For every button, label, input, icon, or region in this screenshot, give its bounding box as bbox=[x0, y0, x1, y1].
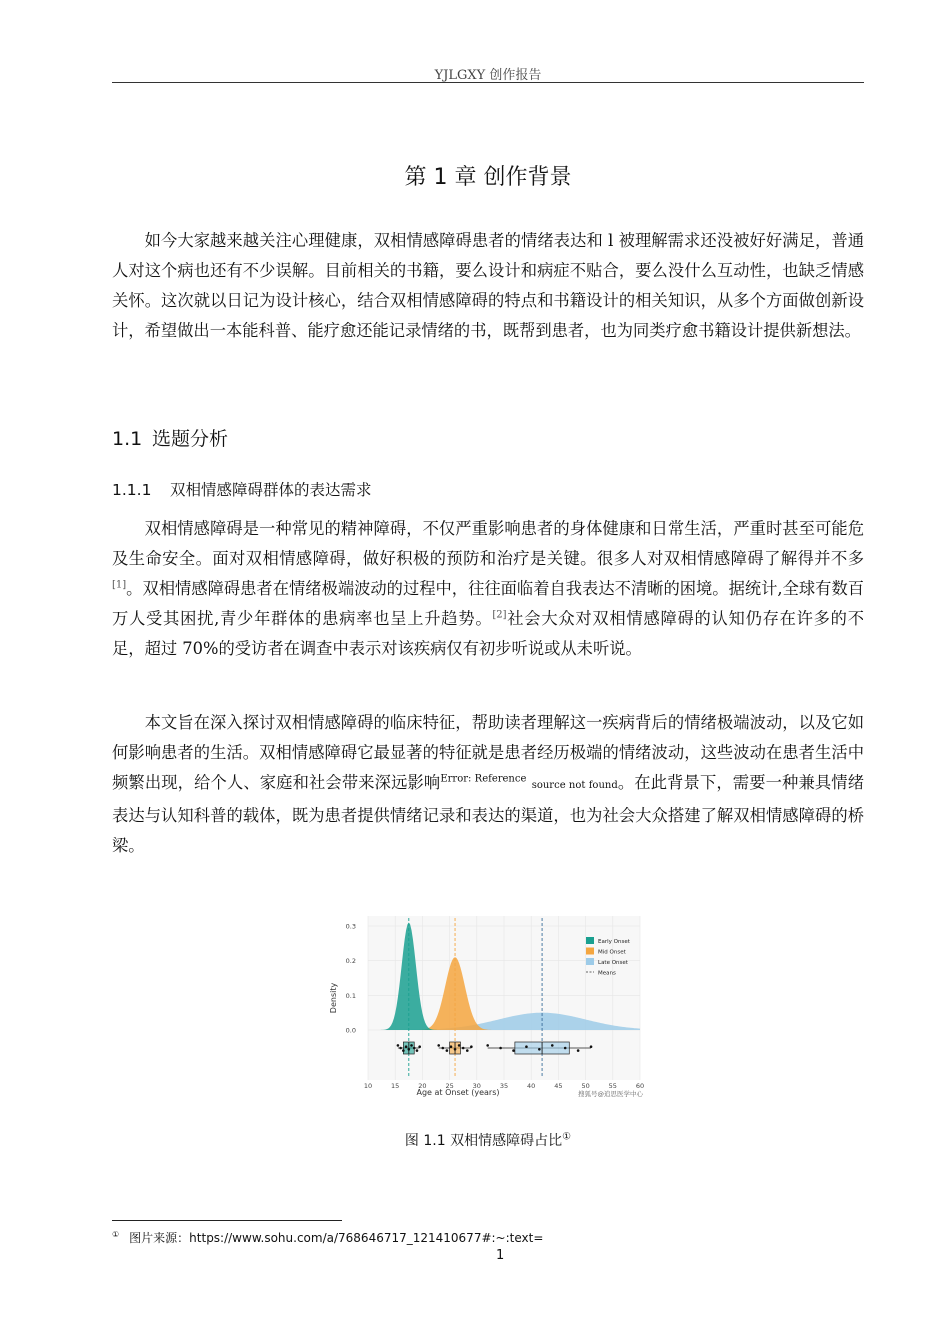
data-point bbox=[454, 1048, 457, 1051]
x-tick-label: 25 bbox=[445, 1082, 454, 1090]
data-point bbox=[402, 1049, 405, 1052]
legend-swatch bbox=[586, 937, 594, 944]
legend-label: Early Onset bbox=[598, 939, 630, 945]
legend-label: Means bbox=[598, 970, 616, 977]
x-tick-label: 60 bbox=[635, 1082, 645, 1090]
data-point bbox=[486, 1044, 489, 1047]
citation-ref[interactable]: [1] bbox=[112, 579, 127, 591]
density-chart bbox=[328, 910, 650, 1102]
data-point bbox=[466, 1049, 469, 1052]
data-point bbox=[397, 1044, 400, 1047]
y-axis-label: Density bbox=[329, 982, 338, 1014]
footnote-mark: ① bbox=[112, 1230, 120, 1239]
watermark: 搜狐号@追思医学中心 bbox=[578, 1090, 643, 1098]
x-tick-label: 40 bbox=[527, 1082, 536, 1090]
x-tick-label: 10 bbox=[363, 1082, 373, 1090]
para-text: 。在此背景下，需要一种兼具情绪表达与认知科普的载体，既为患者提供情绪记录和表达的渠道，也为社会大众搭建了解双相情感障碍的桥梁。 bbox=[112, 773, 864, 855]
x-tick-label: 30 bbox=[472, 1082, 481, 1090]
section-heading-1-1 bbox=[112, 424, 228, 451]
section-number: 1.1 bbox=[112, 428, 143, 450]
para-text: 社会大众对双相情感障碍的认知仍存在许多的不足，超过 70%的受访者在调查中表示对该疾病仅有初步听说或从未听说。 bbox=[112, 609, 864, 658]
data-point bbox=[408, 1048, 411, 1051]
reference-error: Error: Reference bbox=[440, 773, 527, 785]
data-point bbox=[413, 1047, 416, 1050]
y-tick-label: 0.2 bbox=[345, 957, 356, 966]
x-tick-label: 50 bbox=[581, 1082, 590, 1090]
page-number: 1 bbox=[496, 1248, 505, 1263]
data-point bbox=[462, 1047, 465, 1050]
legend-swatch bbox=[586, 958, 594, 965]
para-text: 本文旨在深入探讨双相情感障碍的临床特征，帮助读者理解这一疾病背后的情绪极端波动，以及它如何影响患者的生活。双相情感障碍它最显著的特征就是患者经历极端的情绪波动，这些波动在患者生活中频繁出现，给个人、家庭和社会带来深远影响 bbox=[112, 713, 864, 792]
data-point bbox=[405, 1045, 408, 1048]
data-point bbox=[564, 1047, 567, 1050]
footnote bbox=[112, 1229, 543, 1246]
body-paragraph-2 bbox=[112, 708, 864, 861]
figure-chart bbox=[328, 910, 650, 1102]
footnote-mark[interactable]: ① bbox=[562, 1131, 572, 1143]
data-point bbox=[410, 1044, 413, 1047]
para-text: 双相情感障碍是一种常见的精神障碍，不仅严重影响患者的身体健康和日常生活，严重时甚至可能危及生命安全。面对双相情感障碍，做好积极的预防和治疗是关键。很多人对双相情感障碍了解得并不多 bbox=[112, 519, 864, 568]
footnote-rule bbox=[112, 1220, 342, 1221]
data-point bbox=[446, 1049, 449, 1052]
y-tick-label: 0.0 bbox=[345, 1026, 356, 1035]
figure-caption bbox=[112, 1130, 864, 1150]
reference-error: source not found bbox=[531, 780, 618, 791]
section-title: 双相情感障碍群体的表达需求 bbox=[170, 481, 372, 499]
x-tick-label: 45 bbox=[554, 1082, 563, 1090]
caption-text: 图 1.1 双相情感障碍占比 bbox=[404, 1133, 563, 1149]
data-point bbox=[418, 1045, 421, 1048]
data-point bbox=[416, 1049, 419, 1052]
header-rule bbox=[112, 82, 864, 83]
x-tick-label: 20 bbox=[418, 1082, 427, 1090]
section-title: 选题分析 bbox=[152, 428, 229, 450]
intro-paragraph: 如今大家越来越关注心理健康，双相情感障碍患者的情绪表达和 l 被理解需求还没被好好满足，普通人对这个病也还有不少误解。目前相关的书籍，要么设计和病症不贴合，要么没什么互动性，也缺乏情感关怀。这次就以日记为设计核心，结合双相情感障碍的特点和书籍设计的相关知识，从多个方面做创新设计，希望做出一本能科普、能疗愈还能记录情绪的书，既帮到患者，也为同类疗愈书籍设计提供新想法。 bbox=[112, 231, 864, 340]
footnote-text[interactable]: 图片来源：https://www.sohu.com/a/768646717_121410677#:~:text= bbox=[129, 1231, 544, 1245]
legend-label: Mid Onset bbox=[598, 949, 626, 956]
body-paragraph-1 bbox=[112, 514, 864, 664]
data-point bbox=[437, 1044, 440, 1047]
chapter-title: 第 1 章 创作背景 bbox=[404, 165, 572, 190]
y-tick-label: 0.3 bbox=[345, 922, 356, 931]
data-point bbox=[458, 1044, 461, 1047]
legend-label: Late Onset bbox=[598, 960, 628, 966]
data-point bbox=[590, 1045, 593, 1048]
data-point bbox=[551, 1044, 554, 1047]
data-point bbox=[525, 1045, 528, 1048]
data-point bbox=[399, 1047, 402, 1050]
data-point bbox=[577, 1049, 580, 1052]
section-number: 1.1.1 bbox=[112, 481, 152, 499]
x-tick-label: 55 bbox=[608, 1082, 617, 1090]
y-tick-label: 0.1 bbox=[345, 991, 356, 1000]
section-heading-1-1-1 bbox=[112, 478, 372, 500]
para-text: 。双相情感障碍患者在情绪极端波动的过程中，往往面临着自我表达不清晰的困境。据统计,全球有数百万人受其困扰,青少年群体的患病率也呈上升趋势。 bbox=[112, 579, 865, 628]
data-point bbox=[450, 1045, 453, 1048]
data-point bbox=[499, 1047, 502, 1050]
page-header: YJLGXY 创作报告 bbox=[434, 68, 542, 83]
data-point bbox=[512, 1049, 515, 1052]
data-point bbox=[538, 1048, 541, 1051]
citation-ref[interactable]: [2] bbox=[492, 609, 507, 621]
data-point bbox=[470, 1045, 473, 1048]
data-point bbox=[442, 1047, 445, 1050]
x-tick-label: 15 bbox=[391, 1082, 400, 1090]
legend-swatch bbox=[586, 948, 594, 955]
x-axis-label: Age at Onset (years) bbox=[416, 1088, 500, 1097]
x-tick-label: 35 bbox=[499, 1082, 509, 1090]
